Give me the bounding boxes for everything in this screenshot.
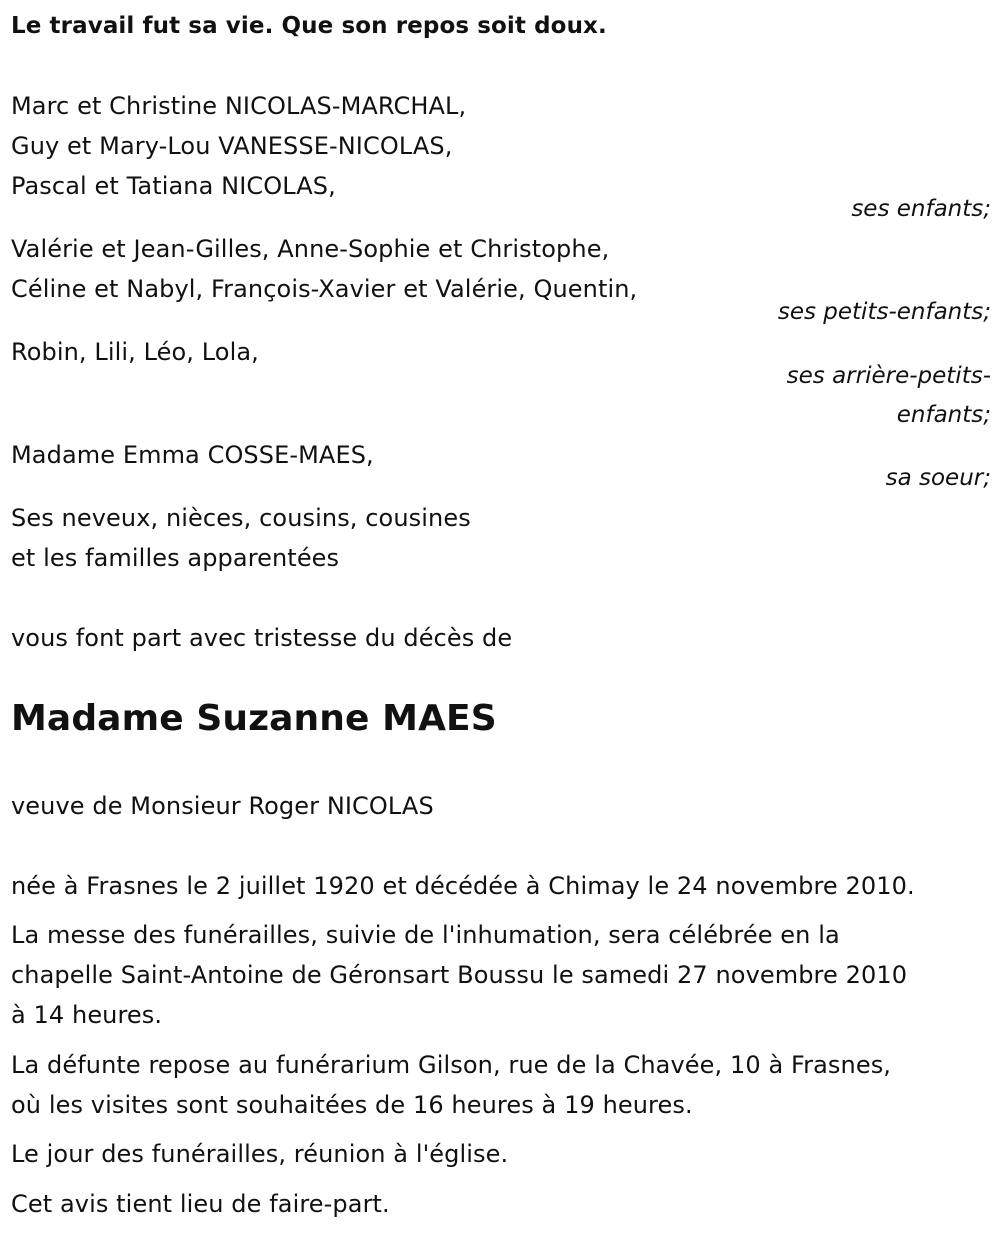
widow-of: veuve de Monsieur Roger NICOLAS — [11, 792, 434, 820]
children-line-1: Marc et Christine NICOLAS-MARCHAL, — [11, 92, 467, 120]
birth-death: née à Frasnes le 2 juillet 1920 et décédée à Chimay le 24 novembre 2010. — [11, 872, 915, 900]
children-line-3: Pascal et Tatiana NICOLAS, — [11, 172, 336, 200]
great-grandchildren-relation-1: ses arrière-petits- — [786, 363, 991, 389]
extended-family-line-1: Ses neveux, nièces, cousins, cousines — [11, 504, 471, 532]
great-grandchildren-line: Robin, Lili, Léo, Lola, — [11, 338, 259, 366]
extended-family-line-2: et les familles apparentées — [11, 544, 340, 572]
grandchildren-line-2: Céline et Nabyl, François-Xavier et Valérie, Quentin, — [11, 275, 638, 303]
meeting: Le jour des funérailles, réunion à l'église. — [11, 1140, 509, 1168]
great-grandchildren-relation-2: enfants; — [896, 402, 991, 428]
visitation-line-1: La défunte repose au funérarium Gilson, rue de la Chavée, 10 à Frasnes, — [11, 1051, 892, 1079]
grandchildren-line-1: Valérie et Jean-Gilles, Anne-Sophie et Christophe, — [11, 235, 610, 263]
children-relation: ses enfants; — [851, 196, 991, 222]
grandchildren-relation: ses petits-enfants; — [777, 299, 991, 325]
ceremony-line-1: La messe des funérailles, suivie de l'inhumation, sera célébrée en la — [11, 921, 840, 949]
sister-line: Madame Emma COSSE-MAES, — [11, 441, 374, 469]
deceased-name: Madame Suzanne MAES — [11, 698, 497, 739]
visitation-line-2: où les visites sont souhaitées de 16 heures à 19 heures. — [11, 1091, 693, 1119]
ceremony-line-2: chapelle Saint-Antoine de Géronsart Boussu le samedi 27 novembre 2010 — [11, 961, 908, 989]
ceremony-line-3: à 14 heures. — [11, 1001, 163, 1029]
sister-relation: sa soeur; — [885, 465, 991, 491]
children-line-2: Guy et Mary-Lou VANESSE-NICOLAS, — [11, 132, 453, 160]
notice: Cet avis tient lieu de faire-part. — [11, 1190, 390, 1218]
motto: Le travail fut sa vie. Que son repos soit doux. — [11, 13, 607, 39]
announcement: vous font part avec tristesse du décès de — [11, 624, 513, 652]
